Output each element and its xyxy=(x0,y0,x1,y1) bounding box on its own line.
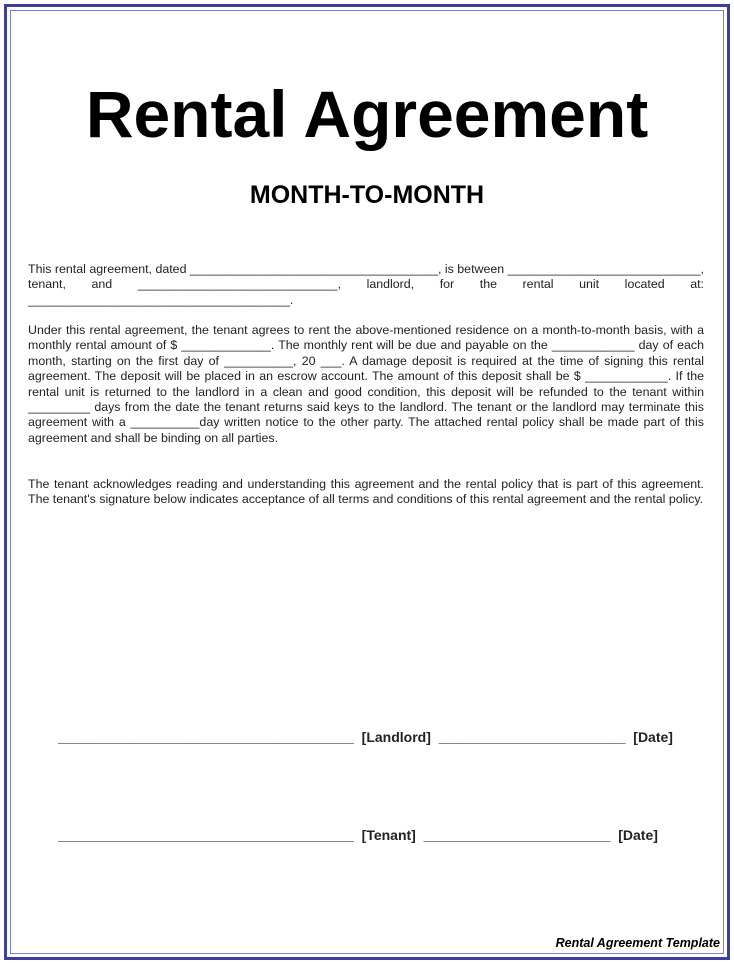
paragraph-terms: Under this rental agreement, the tenant agrees to rent the above-mentioned residence on a month-to-month basis, with a monthly rental amount of $ _____________. The monthly rent will be due and payable on the ____________ day of each month, starting on the first day of __________, 20 ___. A damage deposit is required at the time of signing this rental agreement. The deposit will be placed in an escrow account. The amount of this deposit shall be $ ____________. If the rental unit is returned to the landlord in a clean and good condition, this deposit will be refunded to the tenant within _________ days from the date the tenant returns said keys to the landlord. The tenant or the landlord may terminate this agreement with a __________day written notice to the other party. The attached rental policy shall be made part of this agreement and shall be binding on all parties. xyxy=(28,323,704,445)
document-title: Rental Agreement xyxy=(85,77,649,151)
tenant-signature-line: ______________________________________ [Tenant] ________________________ [Date] xyxy=(58,827,658,843)
paragraph-parties: This rental agreement, dated ____________________________________, is between ____________________________, tenant, and _____________________________, landlord, for the rental unit located at: ______________________________________. xyxy=(28,262,704,307)
landlord-signature-line: ______________________________________ [Landlord] ________________________ [Date] xyxy=(58,729,673,745)
document-subtitle: MONTH-TO-MONTH xyxy=(249,181,485,209)
paragraph-acknowledgement: The tenant acknowledges reading and understanding this agreement and the rental policy that is part of this agreement. The tenant's signature below indicates acceptance of all terms and conditions of this rental agreement and the rental policy. xyxy=(28,477,704,507)
footer-caption: Rental Agreement Template xyxy=(555,936,720,950)
